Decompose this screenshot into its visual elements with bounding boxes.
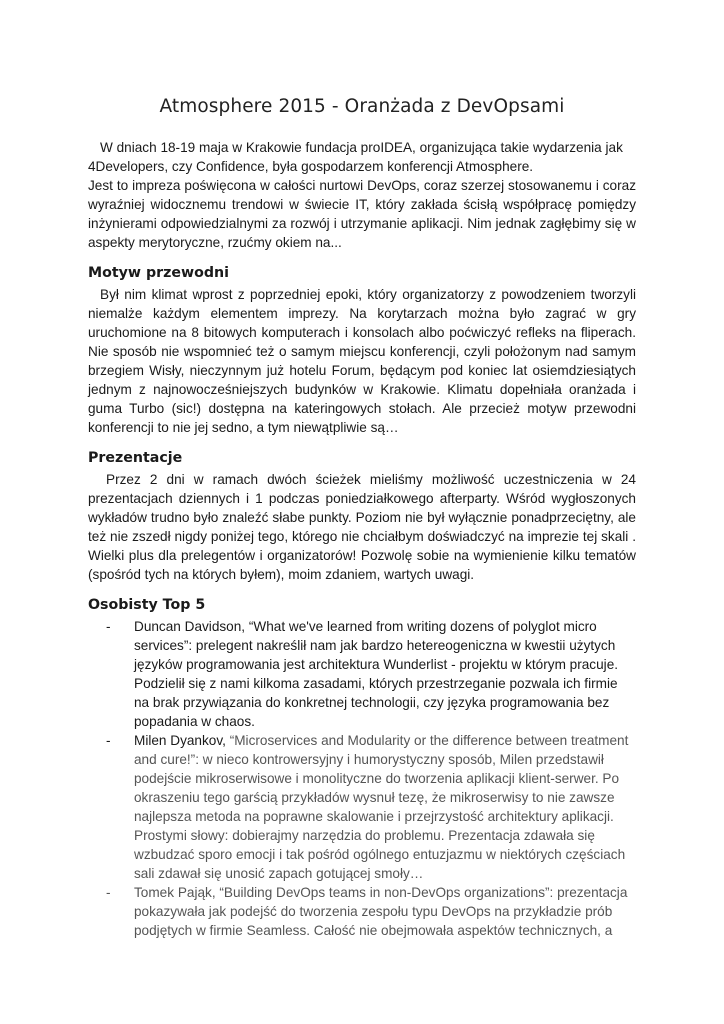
document-page	[88, 96, 636, 940]
list-item	[88, 731, 636, 883]
intro-paragraph: W dniach 18-19 maja w Krakowie fundacja proIDEA, organizująca takie wydarzenia jak 4Developers, czy Confidence, była gospodarzem konferencji Atmosphere.	[88, 140, 623, 174]
list-item-text: Tomek Pająk, “Building DevOps teams in non-DevOps organizations”: prezentacja pokazywała jak podejść do tworzenia zespołu typu DevOps na przykładzie prób podjętych w firmie Seamless. Całość nie obejmowała aspektów technicznych, a	[134, 885, 628, 938]
list-dash: -	[106, 885, 111, 900]
list-dash: -	[106, 733, 111, 748]
list-item	[88, 617, 636, 731]
top5-list	[88, 617, 636, 940]
list-item	[88, 883, 636, 940]
section-heading-prezentacje: Prezentacje	[88, 450, 183, 466]
list-item-text: Duncan Davidson, “What we've learned from writing dozens of polyglot micro services”: prelegent nakreślił nam jak bardzo hetereogeniczna w kwestii użytych języków programowania jest architektura Wunderlist - projektu w którym pracuje. Podzielił się z nami kilkoma zasadami, których przestrzeganie pozwala ich firmie na brak przywiązania do konkretnej technologii, czy języka programowania bez popadania w chaos.	[134, 619, 619, 729]
list-dash: -	[106, 619, 111, 634]
document-title: Atmosphere 2015 - Oranżada z DevOpsami	[159, 96, 565, 117]
list-item-text: “Microservices and Modularity or the difference between treatment and cure!”: w nieco kontrowersyjny i humorystyczny sposób, Milen przedstawił podejście mikroserwisowe i monolityczne do tworzenia aplikacji klient-serwer. Po okraszeniu tego garścią przykładów wysnuł tezę, że mikroserwisy to nie zawsze najlepsza metoda na poprawne skalowanie i przejrzystość architektury aplikacji. Prostymi słowy: dobierajmy narzędzia do problemu. Prezentacja zdawała się wzbudzać sporo emocji i tak pośród ogólnego entuzjazmu w niektórych częściach sali zdawał się unosić zapach gotującej smoły…	[134, 733, 629, 881]
motyw-paragraph: Był nim klimat wprost z poprzedniej epoki, który organizatorzy z powodzeniem tworzyli niemalże każdym elementem imprezy. Na korytarzach można było zagrać w gry uruchomione na 8 bitowych komputerach i konsolach albo poćwiczyć refleks na fliperach. Nie sposób nie wspomnieć też o samym miejscu konferencji, czyli położonym nad samym brzegiem Wisły, nieczynnym już hotelu Forum, będącym pod koniec lat osiemdziesiątych jednym z najnowocześniejszych budynków w Krakowie. Klimatu dopełniała oranżada i guma Turbo (sic!) dostępna na kateringowych stołach. Ale przecież motyw przewodni konferencji to nie jej sedno, a tym niewątpliwie są…	[88, 287, 636, 435]
list-item-lead: Milen Dyankov,	[134, 733, 230, 748]
prezentacje-paragraph: Przez 2 dni w ramach dwóch ścieżek mieliśmy możliwość uczestniczenia w 24 prezentacjach dziennych i 1 podczas poniedziałkowego afterparty. Wśród wygłoszonych wykładów trudno było znaleźć słabe punkty. Poziom nie był wyłącznie ponadprzeciętny, ale też nie zszedł nigdy poniżej tego, którego nie chciałbym doświadczyć na imprezie tej skali . Wielki plus dla prelegentów i organizatorów! Pozwolę sobie na wymienienie kilku tematów (spośród tych na których byłem), moim zdaniem, wartych uwagi.	[88, 472, 636, 582]
section-heading-top5: Osobisty Top 5	[88, 597, 206, 613]
intro-paragraph-2: Jest to impreza poświęcona w całości nurtowi DevOps, coraz szerzej stosowanemu i coraz wyraźniej widocznemu trendowi w świecie IT, który zakłada ścisłą współpracę pomiędzy inżynierami odpowiedzialnymi za rozwój i utrzymanie aplikacji. Nim jednak zagłębimy się w aspekty merytoryczne, rzućmy okiem na...	[88, 178, 636, 250]
section-heading-motyw: Motyw przewodni	[88, 265, 229, 281]
